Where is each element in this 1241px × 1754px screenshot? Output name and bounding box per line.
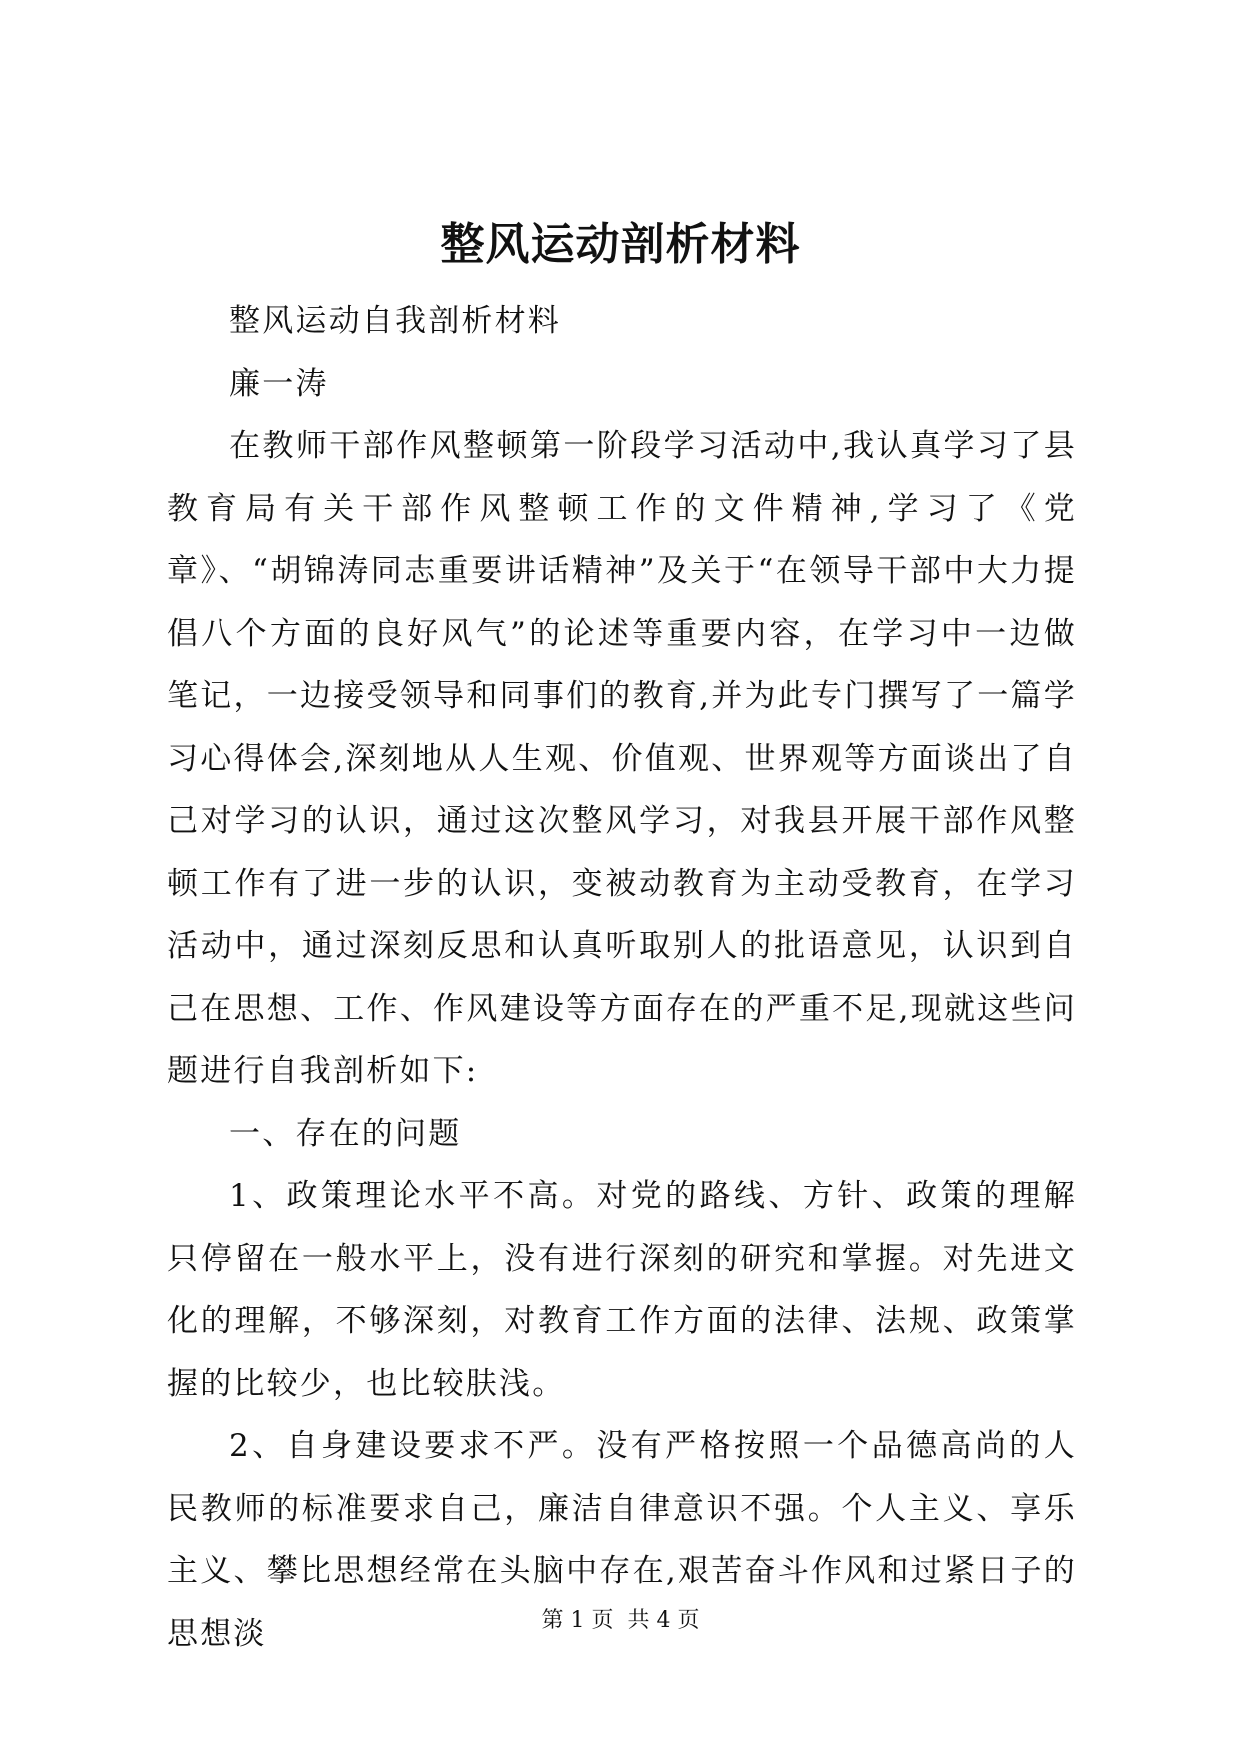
section-heading: 一、存在的问题 [229,1115,462,1152]
document-body [167,290,1077,1665]
document-title: 整风运动剖析材料 [440,219,801,270]
problem-item-1: 1、政策理论水平不高。对党的路线、方针、政策的理解只停留在一般水平上，没有进行深刻的研究和掌握。对先进文化的理解，不够深刻，对教育工作方面的法律、法规、政策掌握的比较少，也比较肤浅。 [167,1178,1077,1402]
author-paragraph: 廉一涛 [229,365,329,402]
page-footer: 第 1 页 共 4 页 [541,1608,700,1633]
problem-item-2: 2、自身建设要求不严。没有严格按照一个品德高尚的人民教师的标准要求自己，廉洁自律意识不强。个人主义、享乐主义、攀比思想经常在头脑中存在,艰苦奋斗作风和过紧日子的思想淡 [167,1428,1077,1652]
subtitle-paragraph: 整风运动自我剖析材料 [229,303,561,339]
intro-paragraph: 在教师干部作风整顿第一阶段学习活动中,我认真学习了县教育局有关干部作风整顿工作的文件精神,学习了《党章》、“胡锦涛同志重要讲话精神”及关于“在领导干部中大力提倡八个方面的良好风气”的论述等重要内容，在学习中一边做笔记，一边接受领导和同事们的教育,并为此专门撰写了一篇学习心得体会,深刻地从人生观、价值观、世界观等方面谈出了自己对学习的认识，通过这次整风学习，对我县开展干部作风整顿工作有了进一步的认识，变被动教育为主动受教育，在学习活动中，通过深刻反思和认真听取别人的批语意见，认识到自己在思想、工作、作风建设等方面存在的严重不足,现就这些问题进行自我剖析如下: [167,428,1077,1089]
